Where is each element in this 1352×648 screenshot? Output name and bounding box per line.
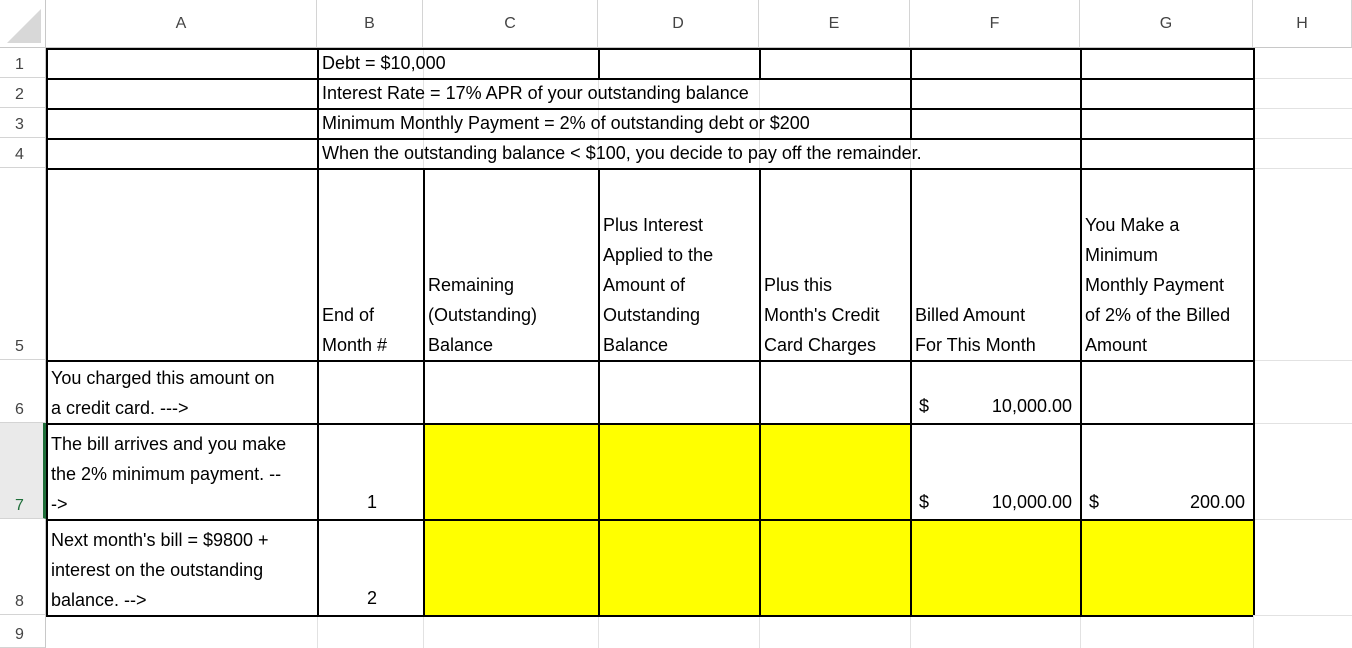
amount-value: 10,000.00 xyxy=(991,396,1072,416)
cell-b2[interactable]: Interest Rate = 17% APR of your outstanding balance xyxy=(322,83,749,103)
cell-b3[interactable]: Minimum Monthly Payment = 2% of outstanding debt or $200 xyxy=(322,113,810,133)
column-header-c[interactable]: C xyxy=(423,0,598,48)
cell-a7[interactable]: The bill arrives and you make the 2% minimum payment. -- -> xyxy=(51,434,287,514)
row-header-4[interactable]: 4 xyxy=(0,138,46,168)
corner-triangle-icon xyxy=(7,9,41,43)
cell-a8[interactable]: Next month's bill = $9800 + interest on the outstanding balance. --> xyxy=(51,530,269,610)
cell-b1[interactable]: Debt = $10,000 xyxy=(322,53,446,73)
cell-f7[interactable] xyxy=(911,423,1080,519)
row-header-7[interactable]: 7 xyxy=(0,423,46,519)
column-header-a[interactable]: A xyxy=(46,0,317,48)
cell-b4[interactable]: When the outstanding balance < $100, you decide to pay off the remainder. xyxy=(322,143,922,163)
row-header-9[interactable]: 9 xyxy=(0,615,46,648)
column-header-h[interactable]: H xyxy=(1253,0,1352,48)
currency-symbol: $ xyxy=(1089,492,1100,512)
column-header-f[interactable]: F xyxy=(910,0,1080,48)
highlight-c7-e7[interactable] xyxy=(423,423,910,519)
cell-b7[interactable]: 1 xyxy=(366,492,377,512)
header-credit-card-charges[interactable]: Plus this Month's Credit Card Charges xyxy=(764,275,880,355)
currency-symbol: $ xyxy=(919,396,930,416)
select-all-button[interactable] xyxy=(0,0,46,48)
cell-grid xyxy=(46,48,1352,648)
cell-g7[interactable] xyxy=(1081,423,1253,519)
column-header-g[interactable]: G xyxy=(1080,0,1253,48)
header-billed-amount[interactable]: Billed Amount For This Month xyxy=(915,305,1036,355)
column-header-b[interactable]: B xyxy=(317,0,423,48)
row-header-1[interactable]: 1 xyxy=(0,48,46,78)
row-header-5[interactable]: 5 xyxy=(0,168,46,360)
header-end-of-month[interactable]: End of Month # xyxy=(322,305,388,355)
row-header-3[interactable]: 3 xyxy=(0,108,46,138)
column-header-d[interactable]: D xyxy=(598,0,759,48)
row-header-2[interactable]: 2 xyxy=(0,78,46,108)
row-header-8[interactable]: 8 xyxy=(0,519,46,615)
header-remaining-balance[interactable]: Remaining (Outstanding) Balance xyxy=(428,275,538,355)
column-headers xyxy=(46,0,1352,48)
column-header-e[interactable]: E xyxy=(759,0,910,48)
cell-f6[interactable] xyxy=(911,360,1080,423)
currency-symbol: $ xyxy=(919,492,930,512)
cell-a6[interactable]: You charged this amount on a credit card. ---> xyxy=(51,368,275,418)
amount-value: 200.00 xyxy=(1189,492,1245,512)
header-minimum-payment[interactable]: You Make a Minimum Monthly Payment of 2% of the Billed Amount xyxy=(1085,215,1231,355)
highlight-c8-g8[interactable] xyxy=(423,519,1253,615)
header-plus-interest[interactable]: Plus Interest Applied to the Amount of Outstanding Balance xyxy=(603,215,714,355)
amount-value: 10,000.00 xyxy=(991,492,1072,512)
cell-b8[interactable]: 2 xyxy=(366,588,377,608)
row-header-6[interactable]: 6 xyxy=(0,360,46,423)
